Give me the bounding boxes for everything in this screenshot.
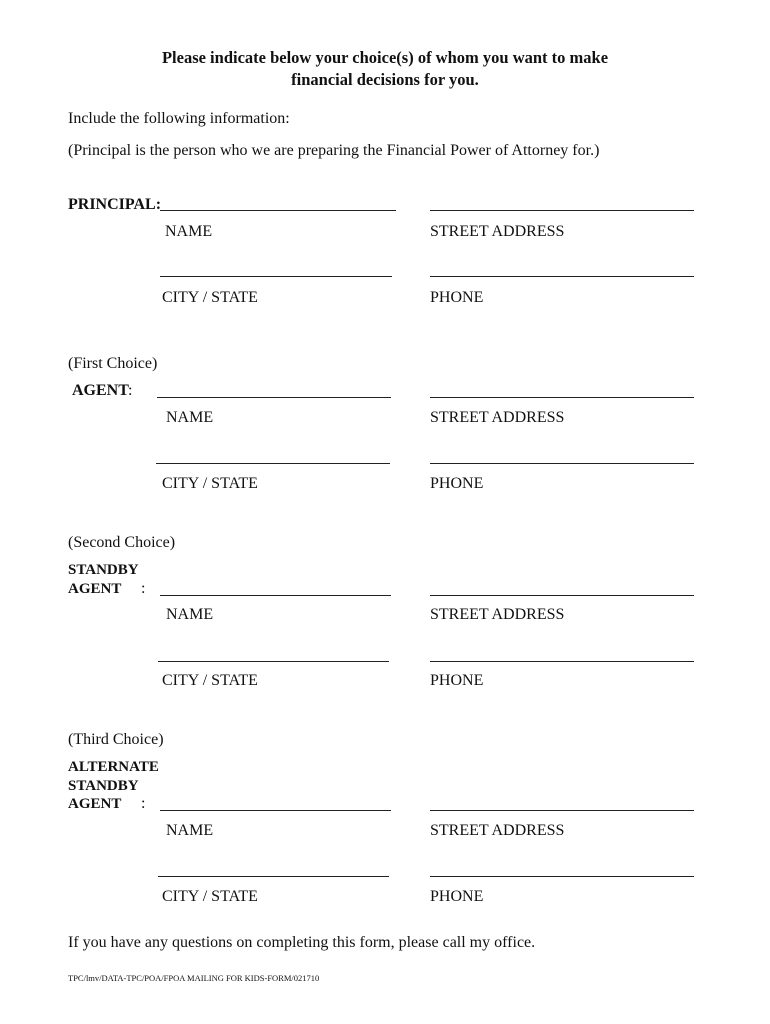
agent-street-field[interactable] [430, 397, 694, 398]
standby-heading-1: STANDBY [68, 562, 139, 578]
standby-phone-label: PHONE [430, 672, 484, 689]
agent-city-field[interactable] [156, 463, 390, 464]
principal-name-field[interactable] [160, 210, 396, 211]
agent-city-label: CITY / STATE [162, 475, 258, 492]
alternate-heading-1: ALTERNATE [68, 759, 159, 775]
standby-street-field[interactable] [430, 595, 694, 596]
agent-name-label: NAME [166, 409, 214, 426]
alternate-name-field[interactable] [160, 810, 391, 811]
intro-line-1: Include the following information: [68, 110, 290, 127]
alternate-street-label: STREET ADDRESS [430, 822, 565, 839]
third-choice-caption: (Third Choice) [68, 731, 164, 748]
principal-city-field[interactable] [160, 276, 392, 277]
alternate-name-label: NAME [166, 822, 214, 839]
form-title-line-2: financial decisions for you. [291, 70, 479, 89]
alternate-street-field[interactable] [430, 810, 694, 811]
agent-heading: AGENT [72, 382, 129, 399]
agent-phone-label: PHONE [430, 475, 484, 492]
principal-name-label: NAME [165, 223, 213, 240]
principal-heading: PRINCIPAL: [68, 196, 162, 213]
standby-city-label: CITY / STATE [162, 672, 258, 689]
intro-line-2: (Principal is the person who we are preparing the Financial Power of Attorney for.) [68, 142, 600, 159]
agent-street-label: STREET ADDRESS [430, 409, 565, 426]
principal-phone-label: PHONE [430, 289, 484, 306]
footer-reference: TPC/lmv/DATA-TPC/POA/FPOA MAILING FOR KIDS-FORM/021710 [68, 973, 320, 983]
alternate-phone-label: PHONE [430, 888, 484, 905]
closing-note: If you have any questions on completing this form, please call my office. [68, 934, 536, 951]
standby-city-field[interactable] [158, 661, 389, 662]
alternate-city-label: CITY / STATE [162, 888, 258, 905]
standby-heading-2: AGENT [68, 581, 122, 597]
principal-city-label: CITY / STATE [162, 289, 258, 306]
alternate-heading-2: STANDBY [68, 778, 139, 794]
standby-name-field[interactable] [160, 595, 391, 596]
principal-phone-field[interactable] [430, 276, 694, 277]
second-choice-caption: (Second Choice) [68, 534, 176, 551]
standby-name-label: NAME [166, 606, 214, 623]
alternate-heading-3: AGENT [68, 796, 122, 812]
form-title-line-1: Please indicate below your choice(s) of whom you want to make [161, 48, 609, 67]
standby-street-label: STREET ADDRESS [430, 606, 565, 623]
agent-name-field[interactable] [157, 397, 391, 398]
standby-phone-field[interactable] [430, 661, 694, 662]
principal-street-label: STREET ADDRESS [430, 223, 565, 240]
principal-street-field[interactable] [430, 210, 694, 211]
alternate-city-field[interactable] [158, 876, 389, 877]
agent-phone-field[interactable] [430, 463, 694, 464]
agent-colon: : [128, 382, 133, 399]
first-choice-caption: (First Choice) [68, 355, 158, 372]
alternate-phone-field[interactable] [430, 876, 694, 877]
alternate-colon: : [141, 795, 146, 812]
standby-colon: : [141, 580, 146, 597]
